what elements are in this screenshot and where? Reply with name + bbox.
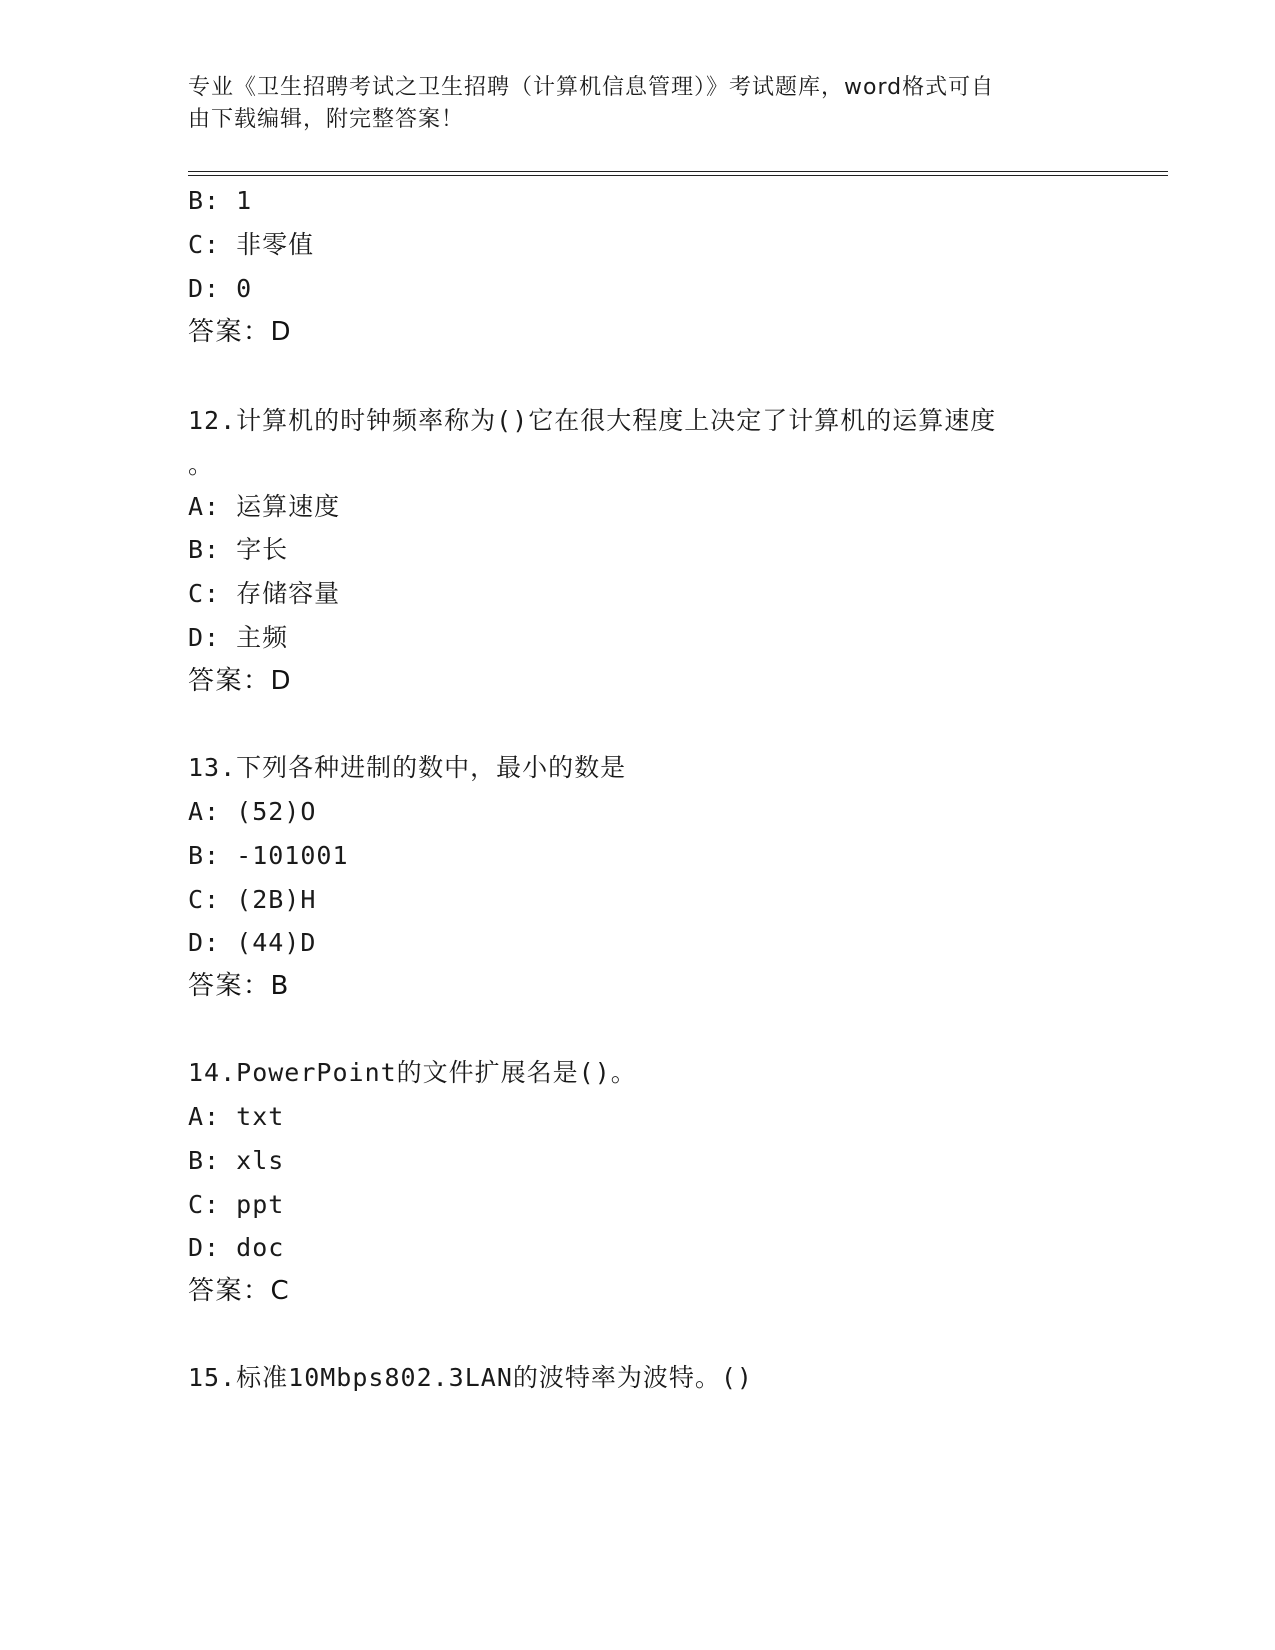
answer: 答案：D <box>188 666 293 696</box>
answer: 答案：B <box>188 971 290 1001</box>
question-stem: 13.下列各种进制的数中，最小的数是 <box>188 753 627 782</box>
option-a: A: txt <box>188 1102 285 1131</box>
header-line-1: 专业《卫生招聘考试之卫生招聘（计算机信息管理）》考试题库，word格式可自 <box>188 75 995 100</box>
option-b: B: -101001 <box>188 841 349 870</box>
header-rule-bottom <box>188 175 1168 176</box>
option-d: D: 0 <box>188 274 253 303</box>
question-stem: 14.PowerPoint的文件扩展名是()。 <box>188 1058 637 1087</box>
option-d: D: doc <box>188 1233 285 1262</box>
option-c: C: 存储容量 <box>188 579 341 608</box>
option-a: A: 运算速度 <box>188 492 341 521</box>
header-line-2: 由下载编辑，附完整答案！ <box>188 107 465 132</box>
option-b: B: 1 <box>188 186 253 215</box>
option-b: B: xls <box>188 1146 285 1175</box>
question-stem: 15.标准10Mbps802.3LAN的波特率为波特。() <box>188 1363 753 1392</box>
option-d: D: 主频 <box>188 623 289 652</box>
option-a: A: (52)O <box>188 797 317 826</box>
question-stem-continued: 。 <box>188 450 215 479</box>
option-b: B: 字长 <box>188 535 289 564</box>
question-stem: 12.计算机的时钟频率称为()它在很大程度上决定了计算机的运算速度 <box>188 406 997 435</box>
document-header <box>188 72 1088 136</box>
option-c: C: 非零值 <box>188 230 315 259</box>
answer: 答案：D <box>188 317 293 347</box>
option-c: C: ppt <box>188 1190 285 1219</box>
option-c: C: (2B)H <box>188 885 317 914</box>
answer: 答案：C <box>188 1276 291 1306</box>
option-d: D: (44)D <box>188 928 317 957</box>
header-rule-top <box>188 171 1168 172</box>
